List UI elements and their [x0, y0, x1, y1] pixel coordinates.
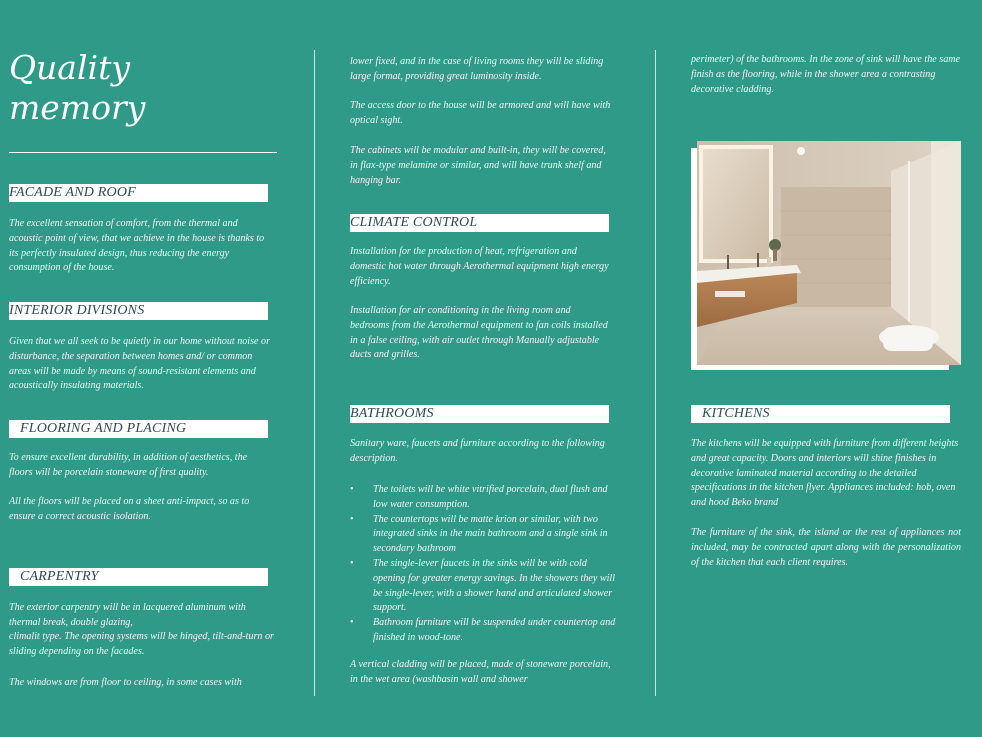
bathrooms-list-item: • Bathroom furniture will be suspended under countertop and finished in wood-tone.	[350, 616, 616, 646]
title-rule	[9, 152, 277, 153]
flooring-text-1: To ensure excellent durability, in addition of aesthetics, the floors will be porcelain stoneware of first quality.	[9, 452, 248, 478]
bathroom-photo	[697, 141, 961, 365]
bathrooms-list	[350, 483, 616, 646]
kitchens-heading: KITCHENS	[691, 405, 950, 423]
carpentry-heading: CARPENTRY	[9, 568, 268, 586]
title-line-2: memory	[9, 88, 146, 127]
interior-text: Given that we all seek to be quietly in our home without noise or disturbance, the separation between homes and/ or common areas will be made by means of sound-resistant elements and acoustically insulating materials.	[9, 336, 270, 392]
page-title	[9, 48, 145, 128]
bathrooms-list-item: • The single-lever faucets in the sinks will be with cold opening for greater energy savings. In the showers they will be single-lever, with a shower hand and articulated shower support.	[350, 557, 616, 616]
kitchens-text-2: The furniture of the sink, the island or the rest of appliances not included, may be contracted apart along with the personalization of the kitchen that each client requires.	[691, 527, 961, 568]
flooring-text-2: All the floors will be placed on a sheet anti-impact, so as to ensure a correct acoustic isolation.	[9, 496, 250, 522]
climate-text-1: Installation for the production of heat, refrigeration and domestic hot water through Aerothermal equipment high energy efficiency.	[350, 246, 609, 287]
column-divider-1	[314, 50, 315, 696]
bathrooms-list-item: • The toilets will be white vitrified porcelain, dual flush and low water consumption.	[350, 483, 616, 513]
column-divider-2	[655, 50, 656, 696]
climate-heading: CLIMATE CONTROL	[350, 214, 609, 232]
interior-heading: INTERIOR DIVISIONS	[9, 302, 268, 320]
cabinets-text: The cabinets will be modular and built-in, they will be covered, in flax-type melamine or similar, and will have trunk shelf and hanging bar.	[350, 145, 606, 186]
flooring-heading: FLOORING AND PLACING	[9, 420, 268, 438]
climate-text-2: Installation for air conditioning in the living room and bedrooms from the Aerothermal equipment to fan coils installed in a false ceiling, with air outlet through Manually adjustable ducts and grilles.	[350, 305, 608, 361]
carpentry-text-3: The windows are from floor to ceiling, in some cases with	[9, 677, 242, 688]
door-text: The access door to the house will be armored and will have with optical sight.	[350, 100, 611, 126]
carpentry-text-2: climalit type. The opening systems will be hinged, tilt-and-turn or sliding depending on the facades.	[9, 631, 274, 657]
facade-text: The excellent sensation of comfort, from the thermal and acoustic point of view, that we achieve in the house is thanks to its perfectly insulated design, thus reducing the energy consumption of the house.	[9, 218, 265, 274]
facade-heading: FACADE AND ROOF	[9, 184, 268, 202]
bathrooms-heading: BATHROOMS	[350, 405, 609, 423]
cladding-continued-text: perimeter) of the bathrooms. In the zone of sink will have the same finish as the flooring, while in the shower area a contrasting decorative cladding.	[691, 54, 961, 95]
kitchens-text-1: The kitchens will be equipped with furniture from different heights and great capacity. Doors and interiors will shine finishes in decorative laminated material according to the detailed specifications in the kitchen flyer. Appliances included: hob, oven and hood Beko brand	[691, 438, 959, 509]
title-line-1: Quality	[9, 48, 130, 87]
cladding-text: A vertical cladding will be placed, made of stoneware porcelain, in the wet area (washbasin wall and shower	[350, 659, 611, 685]
bathrooms-intro: Sanitary ware, faucets and furniture according to the following description.	[350, 438, 605, 464]
bathrooms-list-item: • The countertops will be matte krion or similar, with two integrated sinks in the main bathroom and a single sink in secondary bathroom	[350, 513, 616, 557]
carpentry-text-1: The exterior carpentry will be in lacquered aluminum with thermal break, double glazing,	[9, 602, 246, 628]
windows-continued-text: lower fixed, and in the case of living rooms they will be sliding large format, providing great luminosity inside.	[350, 56, 604, 82]
